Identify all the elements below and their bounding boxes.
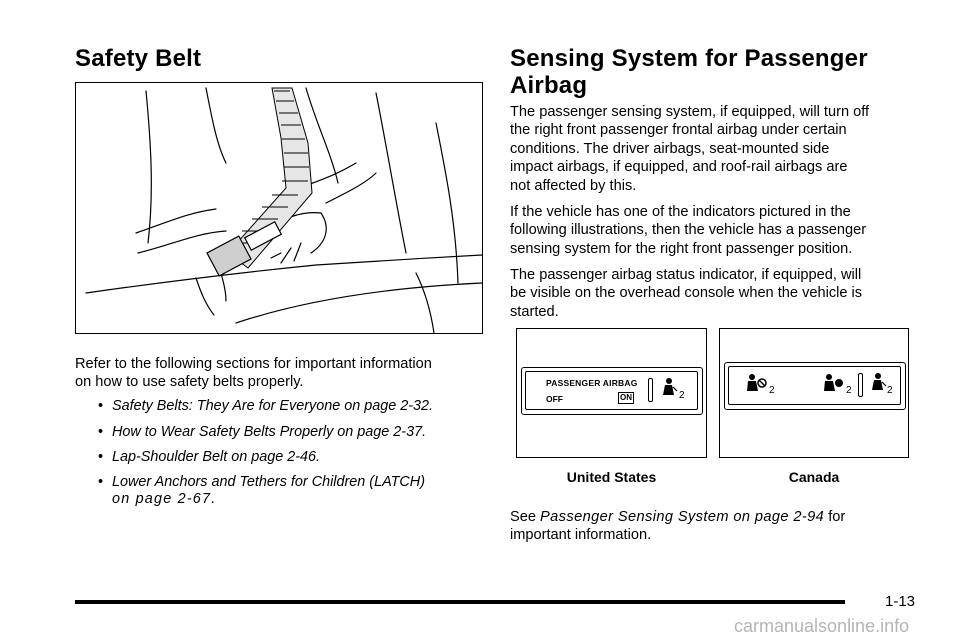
sensing-system-heading-line1: Sensing System for Passenger [510, 45, 868, 72]
bullet-safety-belts-everyone[interactable] [98, 398, 434, 415]
bullet-latch[interactable] [98, 474, 425, 491]
watermark: carmanualsonline.info [734, 616, 910, 636]
intro-line-2: on how to use safety belts properly. [75, 374, 304, 390]
see-suffix: for [824, 509, 846, 525]
bullet-latch-page[interactable]: on page 2-67. [112, 491, 217, 507]
para-1-line: conditions. The driver airbags, seat-mounted side [510, 140, 830, 157]
safety-belt-illustration [75, 82, 483, 334]
caption-united-states: United States [566, 469, 657, 485]
bullet-dot-icon: • [98, 474, 104, 490]
caption-canada: Canada [788, 469, 840, 485]
indicator-divider [858, 373, 863, 397]
passenger-airbag-label: PASSENGER AIRBAG [546, 378, 638, 388]
us-indicator-illustration [516, 328, 707, 458]
bullet-dot-icon: • [98, 424, 104, 440]
para-3 [510, 266, 862, 321]
para-2 [510, 203, 866, 258]
see-prefix: See [510, 509, 541, 525]
para-2-line: If the vehicle has one of the indicators pictured in the [510, 204, 851, 220]
seatbelt-buckle-drawing [76, 83, 482, 333]
footer-rule [75, 600, 845, 604]
intro-line-1: Refer to the following sections for important information [75, 356, 432, 372]
passenger-seat-icon [660, 377, 678, 399]
indicator-divider [648, 378, 653, 402]
para-2-line: following illustrations, then the vehicle has a passenger [510, 222, 867, 239]
us-indicator-bezel [521, 367, 703, 415]
para-1-line: impact airbags, if equipped, and roof-rail airbags are [510, 159, 848, 176]
bullet-dot-icon: • [98, 449, 104, 465]
canada-indicator-illustration [719, 328, 909, 458]
bullet-lap-shoulder[interactable] [98, 449, 321, 466]
passenger-seat-icon [869, 372, 887, 394]
on-indicator: ON [620, 393, 632, 402]
para-2-line: sensing system for the right front passenger position. [510, 240, 853, 257]
page-number: 1-13 [885, 593, 916, 610]
airbag-on-icon [821, 373, 845, 393]
us-indicator-screen [525, 371, 698, 410]
canada-indicator-bezel [724, 362, 906, 410]
bullet-text: Lap-Shoulder Belt on page 2-46. [112, 449, 321, 465]
para-1-line: not affected by this. [510, 177, 637, 194]
para-1-line: The passenger sensing system, if equipped, will turn off [510, 104, 870, 120]
sensing-system-heading-line2: Airbag [510, 72, 588, 99]
see-reference-line-2: important information. [510, 527, 652, 543]
bullet-text: Lower Anchors and Tethers for Children (LATCH) [112, 474, 425, 490]
see-reference-line [510, 508, 845, 526]
para-3-line: started. [510, 303, 559, 320]
bullet-dot-icon: • [98, 398, 104, 414]
seat-number: 2 [679, 390, 685, 401]
para-1 [510, 103, 869, 195]
para-3-line: The passenger airbag status indicator, if equipped, will [510, 267, 862, 283]
see-reference-link[interactable]: Passenger Sensing System on page 2-94 [540, 509, 825, 525]
canada-num-1: 2 [769, 385, 775, 396]
para-1-line: the right front passenger frontal airbag under certain [510, 122, 847, 139]
canada-num-2: 2 [846, 385, 852, 396]
canada-indicator-screen [728, 366, 901, 405]
airbag-off-icon [744, 373, 768, 393]
bullet-text: Safety Belts: They Are for Everyone on page 2-32. [112, 398, 434, 414]
canada-num-3: 2 [887, 385, 893, 396]
off-label: OFF [546, 394, 563, 404]
safety-belt-heading: Safety Belt [75, 45, 202, 72]
bullet-how-to-wear[interactable] [98, 424, 427, 441]
bullet-text: How to Wear Safety Belts Properly on page 2-37. [112, 424, 427, 440]
para-3-line: be visible on the overhead console when the vehicle is [510, 285, 863, 302]
